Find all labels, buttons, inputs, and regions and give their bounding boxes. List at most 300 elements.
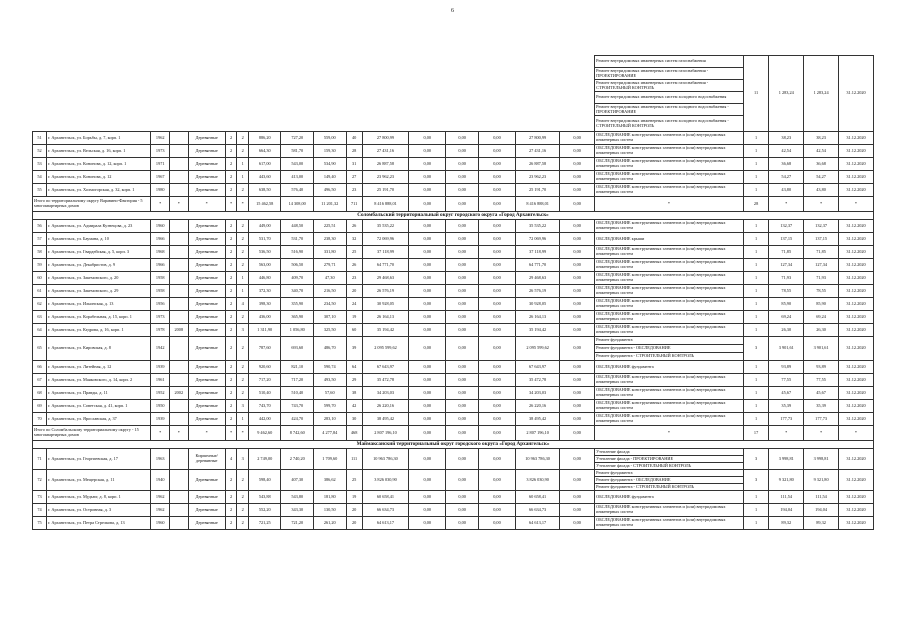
unit-cost: 137,15 bbox=[769, 233, 804, 246]
floors: 2 bbox=[225, 504, 237, 517]
cost-limit: 45,67 bbox=[804, 387, 839, 400]
table-row bbox=[33, 259, 874, 272]
star-mark: * bbox=[839, 426, 874, 441]
residential-area: 506,50 bbox=[281, 259, 314, 272]
address-cell: г. Архангельск, ул. Островная, д. 3 bbox=[46, 504, 151, 517]
owners-funds: 26 576,19 bbox=[516, 285, 560, 298]
total-cost: 26 576,19 bbox=[362, 285, 408, 298]
regional-funds: 0,00 bbox=[446, 233, 479, 246]
total-area: 543,88 bbox=[248, 491, 281, 504]
owned-area: 261,20 bbox=[314, 517, 347, 530]
residential-area: 340,70 bbox=[281, 285, 314, 298]
total-cost: 60 658,41 bbox=[362, 491, 408, 504]
total-area: 1 311,90 bbox=[248, 324, 281, 337]
year-renovated bbox=[170, 132, 189, 145]
table-row bbox=[33, 413, 874, 426]
federal-funds: 0,00 bbox=[409, 491, 446, 504]
year-built: 1962 bbox=[151, 504, 170, 517]
total-cost: 25 191,70 bbox=[362, 184, 408, 197]
address-cell: г. Архангельск, ул. Холмогорская, д. 32, корп. 1 bbox=[46, 184, 151, 197]
unit-cost: 93,89 bbox=[769, 361, 804, 374]
work-type: ОБСЛЕДОВАНИЕ конструктивных элементов и (или) внутридомовых инженерных систем bbox=[595, 311, 744, 324]
work-type: Ремонт фундамента - СТРОИТЕЛЬНЫЙ КОНТРОЛЬ bbox=[595, 353, 744, 361]
local-funds: 0,00 bbox=[478, 387, 515, 400]
wall-material: Деревянные bbox=[188, 246, 225, 259]
works-count: 1 bbox=[743, 259, 769, 272]
federal-funds: 0,00 bbox=[409, 272, 446, 285]
total-cost: 26 220,16 bbox=[362, 400, 408, 413]
cost-limit: 93,89 bbox=[804, 361, 839, 374]
wall-material: Деревянные bbox=[188, 132, 225, 145]
entrances: 2 bbox=[237, 337, 249, 361]
completion-date: 31.12.2020 bbox=[839, 298, 874, 311]
floors: 2 bbox=[225, 374, 237, 387]
row-number: 65 bbox=[33, 337, 47, 361]
completion-date: 31.12.2020 bbox=[839, 272, 874, 285]
residents: 23 bbox=[346, 272, 362, 285]
total-cost: 26 887,58 bbox=[362, 158, 408, 171]
local-funds: 0,00 bbox=[478, 374, 515, 387]
residents: 42 bbox=[346, 400, 362, 413]
year-renovated bbox=[170, 517, 189, 530]
work-type: ОБСЛЕДОВАНИЕ конструктивных элементов и (или) внутридомовых инженерных систем bbox=[595, 387, 744, 400]
residential-area: 365,90 bbox=[281, 311, 314, 324]
floors: 2 bbox=[225, 259, 237, 272]
residents: 468 bbox=[346, 426, 362, 441]
residential-area: 821,10 bbox=[281, 361, 314, 374]
star-mark: * bbox=[595, 426, 744, 441]
owned-area: 130,50 bbox=[314, 504, 347, 517]
total-area: 638,50 bbox=[248, 184, 281, 197]
other-funds: 0,00 bbox=[560, 426, 595, 441]
owned-area: 57,60 bbox=[314, 387, 347, 400]
year-built: 1950 bbox=[151, 400, 170, 413]
owners-funds: 27 800,99 bbox=[516, 132, 560, 145]
local-funds: 0,00 bbox=[478, 233, 515, 246]
owned-area: 559,00 bbox=[314, 132, 347, 145]
unit-cost: 89,32 bbox=[769, 517, 804, 530]
year-renovated bbox=[170, 285, 189, 298]
unit-cost: 9 321,80 bbox=[769, 470, 804, 491]
residential-area: 576,40 bbox=[281, 184, 314, 197]
residents: 39 bbox=[346, 337, 362, 361]
work-type: ОБСЛЕДОВАНИЕ конструктивных элементов и (или) внутридомовых инженерных систем bbox=[595, 145, 744, 158]
entrances: 2 bbox=[237, 387, 249, 400]
residential-area: 407,30 bbox=[281, 470, 314, 491]
unit-cost: 85,90 bbox=[769, 298, 804, 311]
table-row bbox=[33, 246, 874, 259]
owned-area: 216,50 bbox=[314, 285, 347, 298]
address-cell: г. Архангельск, ул. Кировская, д. 8 bbox=[46, 337, 151, 361]
floors: 2 bbox=[225, 470, 237, 491]
star-mark: * bbox=[237, 426, 249, 441]
regional-funds: 0,00 bbox=[446, 426, 479, 441]
wall-material: Деревянные bbox=[188, 337, 225, 361]
residents: 38 bbox=[346, 387, 362, 400]
table-row bbox=[33, 184, 874, 197]
local-funds: 0,00 bbox=[478, 298, 515, 311]
year-built: 1973 bbox=[151, 311, 170, 324]
owned-area: 181,80 bbox=[314, 491, 347, 504]
work-type: ОБСЛЕДОВАНИЕ конструктивных элементов и (или) внутридомовых инженерных систем bbox=[595, 285, 744, 298]
residents: 20 bbox=[346, 285, 362, 298]
row-number: 72 bbox=[33, 470, 47, 491]
year-renovated bbox=[170, 504, 189, 517]
cost-limit: 26,30 bbox=[804, 324, 839, 337]
total-cost: 35 535,22 bbox=[362, 220, 408, 233]
residents: 27 bbox=[346, 171, 362, 184]
federal-funds: 0,00 bbox=[409, 449, 446, 470]
star-mark: * bbox=[237, 197, 249, 212]
owned-area: 283,10 bbox=[314, 413, 347, 426]
address-cell: г. Архангельск, ул. Гвардейская, д. 5, корп. 3 bbox=[46, 246, 151, 259]
year-built: 1966 bbox=[151, 259, 170, 272]
work-type: Ремонт внутридомовых инженерных систем холодного водоснабжения - СТРОИТЕЛЬНЫЙ КОНТРОЛЬ bbox=[595, 116, 744, 132]
completion-date: 31.12.2020 bbox=[839, 517, 874, 530]
owners-funds: 66 634,73 bbox=[516, 504, 560, 517]
cost-limit: 1 283,24 bbox=[804, 56, 839, 132]
wall-material: Деревянные bbox=[188, 387, 225, 400]
other-funds: 0,00 bbox=[560, 517, 595, 530]
federal-funds: 0,00 bbox=[409, 132, 446, 145]
completion-date: 31.12.2020 bbox=[839, 324, 874, 337]
unit-cost: 71,85 bbox=[769, 246, 804, 259]
residents: 711 bbox=[346, 197, 362, 212]
floors: 2 bbox=[225, 233, 237, 246]
completion-date: 31.12.2020 bbox=[839, 470, 874, 491]
unit-cost: 69,24 bbox=[769, 311, 804, 324]
local-funds: 0,00 bbox=[478, 311, 515, 324]
work-type: Ремонт фундамента bbox=[595, 470, 744, 477]
other-funds: 0,00 bbox=[560, 197, 595, 212]
cost-limit: 71,93 bbox=[804, 272, 839, 285]
owned-area: 225,51 bbox=[314, 220, 347, 233]
local-funds: 0,00 bbox=[478, 361, 515, 374]
completion-date: 31.12.2020 bbox=[839, 132, 874, 145]
owned-area: 534,90 bbox=[314, 158, 347, 171]
regional-funds: 0,00 bbox=[446, 324, 479, 337]
other-funds: 0,00 bbox=[560, 259, 595, 272]
row-number: 70 bbox=[33, 413, 47, 426]
owned-area: 386,62 bbox=[314, 470, 347, 491]
residential-area: 2 740,20 bbox=[281, 449, 314, 470]
entrances: 3 bbox=[237, 449, 249, 470]
other-funds: 0,00 bbox=[560, 470, 595, 491]
address-cell: г. Архангельск, ул. Корабельная, д. 15, корп. 1 bbox=[46, 311, 151, 324]
cost-limit: 77,55 bbox=[804, 374, 839, 387]
total-area: 436,00 bbox=[248, 311, 281, 324]
cost-limit: 127,34 bbox=[804, 259, 839, 272]
federal-funds: 0,00 bbox=[409, 197, 446, 212]
other-funds: 0,00 bbox=[560, 285, 595, 298]
floors: 2 bbox=[225, 220, 237, 233]
total-area: 563,00 bbox=[248, 259, 281, 272]
residential-area: 531,70 bbox=[281, 233, 314, 246]
wall-material: Деревянные bbox=[188, 233, 225, 246]
address-cell: г. Архангельск, ул. Ярославская, д. 37 bbox=[46, 413, 151, 426]
floors: 4 bbox=[225, 449, 237, 470]
address-cell: г. Архангельск, ул. Петра Стрелкова, д. 13 bbox=[46, 517, 151, 530]
unit-cost: 71,93 bbox=[769, 272, 804, 285]
residential-area: 355,90 bbox=[281, 298, 314, 311]
owned-area: 1 709,60 bbox=[314, 449, 347, 470]
cost-limit: 9 321,80 bbox=[804, 470, 839, 491]
year-renovated bbox=[170, 413, 189, 426]
local-funds: 0,00 bbox=[478, 158, 515, 171]
year-built: 1971 bbox=[151, 158, 170, 171]
star-mark: * bbox=[151, 197, 170, 212]
row-number: 66 bbox=[33, 361, 47, 374]
row-number: 64 bbox=[33, 324, 47, 337]
completion-date: 31.12.2020 bbox=[839, 361, 874, 374]
year-renovated: 2008 bbox=[170, 324, 189, 337]
works-count: 1 bbox=[743, 233, 769, 246]
regional-funds: 0,00 bbox=[446, 374, 479, 387]
regional-funds: 0,00 bbox=[446, 285, 479, 298]
entrances: 2 bbox=[237, 184, 249, 197]
residents: 20 bbox=[346, 504, 362, 517]
other-funds: 0,00 bbox=[560, 413, 595, 426]
year-renovated bbox=[170, 272, 189, 285]
star-mark: * bbox=[170, 197, 189, 212]
table-row bbox=[33, 298, 874, 311]
work-type: Ремонт фундамента bbox=[595, 337, 744, 345]
year-built: 1952 bbox=[151, 387, 170, 400]
year-renovated bbox=[170, 246, 189, 259]
work-type: ОБСЛЕДОВАНИЕ конструктивных элементов и (или) внутридомовых инженерных систем bbox=[595, 158, 744, 171]
table-row bbox=[33, 491, 874, 504]
other-funds: 0,00 bbox=[560, 387, 595, 400]
year-renovated bbox=[170, 145, 189, 158]
owned-area: 234,50 bbox=[314, 298, 347, 311]
total-area: 449,00 bbox=[248, 220, 281, 233]
works-count: 1 bbox=[743, 504, 769, 517]
year-built: 1968 bbox=[151, 246, 170, 259]
star-mark: * bbox=[188, 426, 225, 441]
owners-funds: 26 164,13 bbox=[516, 311, 560, 324]
federal-funds: 0,00 bbox=[409, 517, 446, 530]
year-built: 1956 bbox=[151, 298, 170, 311]
work-type: ОБСЛЕДОВАНИЕ конструктивных элементов и (или) внутридомовых инженерных систем bbox=[595, 413, 744, 426]
row-number: 73 bbox=[33, 491, 47, 504]
wall-material: Деревянные bbox=[188, 374, 225, 387]
residential-area: 727,20 bbox=[281, 132, 314, 145]
residential-area: 743,70 bbox=[281, 400, 314, 413]
total-cost: 26 164,13 bbox=[362, 311, 408, 324]
completion-date: 31.12.2020 bbox=[839, 449, 874, 470]
regional-funds: 0,00 bbox=[446, 145, 479, 158]
local-funds: 0,00 bbox=[478, 470, 515, 491]
total-area: 598,40 bbox=[248, 470, 281, 491]
regional-funds: 0,00 bbox=[446, 311, 479, 324]
works-count: 1 bbox=[743, 158, 769, 171]
cost-limit: 69,24 bbox=[804, 311, 839, 324]
entrances: 2 bbox=[237, 145, 249, 158]
owners-funds: 34 203,03 bbox=[516, 387, 560, 400]
star-mark: * bbox=[170, 426, 189, 441]
work-type: Ремонт внутридомовых инженерных систем холодного водоснабжения - ПРОЕКТИРОВАНИЕ bbox=[595, 104, 744, 116]
local-funds: 0,00 bbox=[478, 132, 515, 145]
local-funds: 0,00 bbox=[478, 272, 515, 285]
other-funds: 0,00 bbox=[560, 233, 595, 246]
works-count: 3 bbox=[743, 449, 769, 470]
federal-funds: 0,00 bbox=[409, 361, 446, 374]
floors: 2 bbox=[225, 491, 237, 504]
district-heading: Маймаксанский территориальный округ городского округа «Город Архангельск» bbox=[33, 441, 874, 449]
floors: 2 bbox=[225, 361, 237, 374]
year-built: 1940 bbox=[151, 470, 170, 491]
cost-limit: 78,55 bbox=[804, 285, 839, 298]
regional-funds: 0,00 bbox=[446, 246, 479, 259]
row-number: 56 bbox=[33, 220, 47, 233]
total-cost: 10 963 786,30 bbox=[362, 449, 408, 470]
star-mark: * bbox=[804, 426, 839, 441]
floors: 2 bbox=[225, 272, 237, 285]
total-cost: 29 468,63 bbox=[362, 272, 408, 285]
year-renovated bbox=[170, 158, 189, 171]
entrances: 1 bbox=[237, 171, 249, 184]
address-cell: г. Архангельск, ул. Адмирала Кузнецова, д. 23 bbox=[46, 220, 151, 233]
works-count: 1 bbox=[743, 361, 769, 374]
address-cell: г. Архангельск, ул. Кононова, д. 12, корп. 1 bbox=[46, 158, 151, 171]
floors: 2 bbox=[225, 387, 237, 400]
federal-funds: 0,00 bbox=[409, 374, 446, 387]
unit-cost: 36,68 bbox=[769, 158, 804, 171]
residents: 60 bbox=[346, 324, 362, 337]
owners-funds: 26 220,16 bbox=[516, 400, 560, 413]
local-funds: 0,00 bbox=[478, 197, 515, 212]
federal-funds: 0,00 bbox=[409, 413, 446, 426]
owners-funds: 35 472,78 bbox=[516, 374, 560, 387]
work-type: ОБСЛЕДОВАНИЕ конструктивных элементов и (или) внутридомовых инженерных систем bbox=[595, 272, 744, 285]
works-count: 17 bbox=[743, 426, 769, 441]
works-count: 11 bbox=[743, 56, 769, 132]
total-area: 531,70 bbox=[248, 233, 281, 246]
other-funds: 0,00 bbox=[560, 184, 595, 197]
year-built: 1939 bbox=[151, 413, 170, 426]
federal-funds: 0,00 bbox=[409, 311, 446, 324]
floors: 2 bbox=[225, 517, 237, 530]
table-row bbox=[33, 324, 874, 337]
year-renovated bbox=[170, 220, 189, 233]
year-built: 1967 bbox=[151, 171, 170, 184]
continued-row bbox=[33, 56, 874, 68]
works-count: 1 bbox=[743, 184, 769, 197]
cost-limit: 137,15 bbox=[804, 233, 839, 246]
wall-material: Деревянные bbox=[188, 413, 225, 426]
wall-material: Деревянные bbox=[188, 470, 225, 491]
total-area: 442,00 bbox=[248, 413, 281, 426]
owners-funds: 67 643,97 bbox=[516, 361, 560, 374]
regional-funds: 0,00 bbox=[446, 400, 479, 413]
local-funds: 0,00 bbox=[478, 184, 515, 197]
address-cell: г. Архангельск, ул. Закемовского, д. 20 bbox=[46, 272, 151, 285]
work-type: ОБСЛЕДОВАНИЕ конструктивных элементов и (или) внутридомовых инженерных систем bbox=[595, 517, 744, 530]
total-cost: 30 928,05 bbox=[362, 298, 408, 311]
local-funds: 0,00 bbox=[478, 413, 515, 426]
address-cell: г. Архангельск, ул. Кедрова, д. 16, корп. 1 bbox=[46, 324, 151, 337]
owned-area: 279,71 bbox=[314, 259, 347, 272]
total-cost: 37 118,99 bbox=[362, 246, 408, 259]
total-area: 717,20 bbox=[248, 374, 281, 387]
total-area: 446,80 bbox=[248, 272, 281, 285]
residential-area: 424,70 bbox=[281, 413, 314, 426]
year-renovated bbox=[170, 449, 189, 470]
year-built: 1962 bbox=[151, 132, 170, 145]
residents: 24 bbox=[346, 298, 362, 311]
work-type: Ремонт внутридомовых инженерных систем газоснабжения - СТРОИТЕЛЬНЫЙ КОНТРОЛЬ bbox=[595, 80, 744, 92]
year-renovated bbox=[170, 184, 189, 197]
regional-funds: 0,00 bbox=[446, 387, 479, 400]
residents: 25 bbox=[346, 246, 362, 259]
completion-date: 31.12.2020 bbox=[839, 171, 874, 184]
residential-area: 693,60 bbox=[281, 337, 314, 361]
residents: 25 bbox=[346, 470, 362, 491]
entrances: 4 bbox=[237, 298, 249, 311]
work-type: ОБСЛЕДОВАНИЕ конструктивных элементов и (или) внутридомовых инженерных систем bbox=[595, 400, 744, 413]
table-row bbox=[33, 449, 874, 456]
local-funds: 0,00 bbox=[478, 449, 515, 470]
residents: 32 bbox=[346, 233, 362, 246]
federal-funds: 0,00 bbox=[409, 233, 446, 246]
address-cell: г. Архангельск, ул. Борьбы, д. 7, корп. 1 bbox=[46, 132, 151, 145]
address-cell: г. Архангельск, ул. Кононова, д. 12 bbox=[46, 171, 151, 184]
floors: 2 bbox=[225, 246, 237, 259]
regional-funds: 0,00 bbox=[446, 132, 479, 145]
total-area: 617,00 bbox=[248, 158, 281, 171]
federal-funds: 0,00 bbox=[409, 171, 446, 184]
wall-material: Деревянные bbox=[188, 158, 225, 171]
total-label: Итого по Соломбальскому территориальному округу - 15 многоквартирных домов bbox=[33, 426, 151, 441]
owned-area: 307,10 bbox=[314, 311, 347, 324]
completion-date: 31.12.2020 bbox=[839, 259, 874, 272]
address-cell: г. Архангельск, ул. Закемовского, д. 29 bbox=[46, 285, 151, 298]
total-cost: 3 826 030,90 bbox=[362, 470, 408, 491]
star-mark: * bbox=[769, 197, 804, 212]
floors: 2 bbox=[225, 145, 237, 158]
works-count: 1 bbox=[743, 517, 769, 530]
work-type: Утепление фасада bbox=[595, 449, 744, 456]
entrances: 2 bbox=[237, 374, 249, 387]
total-cost: 34 203,03 bbox=[362, 387, 408, 400]
row-number: 75 bbox=[33, 517, 47, 530]
wall-material: Деревянные bbox=[188, 361, 225, 374]
owners-funds: 35 535,22 bbox=[516, 220, 560, 233]
federal-funds: 0,00 bbox=[409, 220, 446, 233]
other-funds: 0,00 bbox=[560, 324, 595, 337]
table-row bbox=[33, 504, 874, 517]
residents: 40 bbox=[346, 132, 362, 145]
other-funds: 0,00 bbox=[560, 311, 595, 324]
owned-area: 325,50 bbox=[314, 324, 347, 337]
apartment-buildings-table bbox=[32, 55, 874, 530]
owned-area: 331,80 bbox=[314, 246, 347, 259]
other-funds: 0,00 bbox=[560, 337, 595, 361]
address-cell: г. Архангельск, ул. Мещерская, д. 11 bbox=[46, 470, 151, 491]
residential-area: 510,40 bbox=[281, 387, 314, 400]
star-mark: * bbox=[769, 426, 804, 441]
row-number: 53 bbox=[33, 158, 47, 171]
completion-date: 31.12.2020 bbox=[839, 184, 874, 197]
regional-funds: 0,00 bbox=[446, 184, 479, 197]
total-area: 552,20 bbox=[248, 504, 281, 517]
entrances: 2 bbox=[237, 361, 249, 374]
regional-funds: 0,00 bbox=[446, 298, 479, 311]
year-renovated bbox=[170, 400, 189, 413]
floors: 2 bbox=[225, 171, 237, 184]
row-number: 60 bbox=[33, 272, 47, 285]
works-count: 1 bbox=[743, 324, 769, 337]
